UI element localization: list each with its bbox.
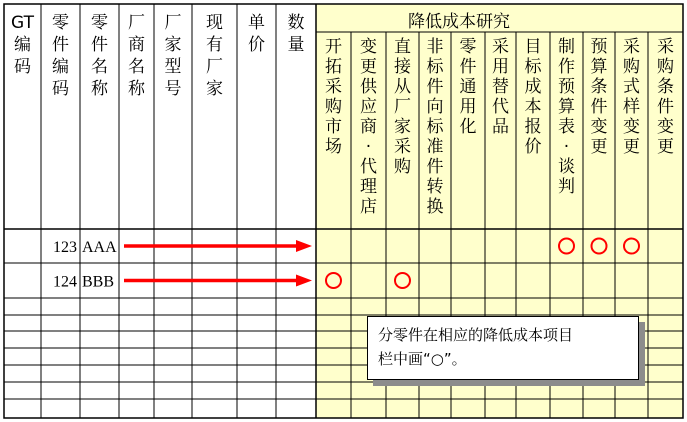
header-char: 采 — [657, 37, 674, 57]
header-char: 样 — [623, 97, 640, 117]
header-char: 直 — [394, 37, 411, 57]
header-char: 型 — [164, 57, 182, 77]
header-char: 采 — [394, 137, 411, 157]
header-char: 作 — [558, 57, 575, 77]
header-char: 制 — [558, 37, 575, 57]
header-char: 购 — [394, 157, 411, 177]
header-char: 件 — [590, 97, 608, 117]
header-cost-4 — [427, 37, 445, 217]
header-char: 名 — [91, 57, 108, 77]
header-price — [248, 13, 265, 55]
header-cost-8 — [558, 37, 575, 197]
header-char: 采 — [492, 37, 509, 57]
part-number: 123 — [53, 239, 77, 256]
part-name: BBB — [82, 273, 115, 291]
header-char: 更 — [623, 137, 640, 157]
header-cost-6 — [492, 37, 509, 137]
header-char: 价 — [248, 35, 265, 55]
header-char: 件 — [426, 77, 444, 97]
header-char: 准 — [426, 137, 444, 157]
header-current-maker — [206, 13, 223, 99]
header-char: 替 — [492, 77, 509, 97]
header-char: 家 — [164, 35, 182, 55]
header-char: 量 — [287, 35, 305, 55]
header-cost-11 — [657, 37, 674, 157]
header-char: 标 — [426, 57, 444, 77]
header-char: 家 — [206, 79, 223, 99]
header-char: 名 — [128, 57, 145, 77]
header-char: 条 — [657, 77, 674, 97]
header-char: 标 — [426, 117, 444, 137]
header-cost-9 — [591, 37, 608, 157]
row-arrow-head — [296, 240, 312, 252]
header-char: 标 — [524, 57, 542, 77]
header-char: 换 — [426, 197, 444, 217]
header-char: 本 — [524, 97, 542, 117]
header-char: 品 — [492, 117, 509, 137]
header-maker-model — [165, 13, 182, 99]
header-char: 算 — [558, 97, 575, 117]
header-char: 编 — [14, 35, 31, 55]
header-char: 单 — [248, 13, 265, 33]
header-char: 商 — [128, 35, 145, 55]
header-char: 应 — [360, 97, 377, 117]
header-char: · — [563, 137, 570, 157]
header-char: 变 — [360, 37, 377, 57]
header-char: 称 — [91, 79, 108, 99]
header-part-name — [91, 13, 109, 99]
header-gt — [11, 13, 35, 77]
header-char: 件 — [459, 57, 477, 77]
header-char: 件 — [52, 35, 69, 55]
header-char: 市 — [325, 117, 342, 137]
header-char: 件 — [657, 97, 674, 117]
header-char: 式 — [623, 77, 640, 97]
header-char: 变 — [657, 117, 674, 137]
header-cost-3 — [394, 37, 411, 177]
header-char: 接 — [394, 57, 411, 77]
header-char: 预 — [590, 37, 608, 57]
header-char: 通 — [459, 77, 477, 97]
header-char: 开 — [325, 37, 342, 57]
header-char: 更 — [590, 137, 608, 157]
header-char: 非 — [426, 37, 444, 57]
header-char: 化 — [459, 117, 477, 137]
header-char: 件 — [426, 157, 444, 177]
header-char: 谈 — [558, 157, 575, 177]
header-char: 价 — [524, 137, 542, 157]
header-char: 零 — [91, 13, 108, 33]
header-char: 数 — [287, 13, 305, 33]
header-char: 代 — [492, 97, 509, 117]
header-cost-7 — [525, 37, 543, 157]
header-char: 判 — [558, 177, 575, 197]
row-arrow-head — [296, 275, 312, 287]
part-name: AAA — [82, 239, 117, 256]
header-cost-10 — [623, 37, 640, 157]
header-char: 成 — [524, 77, 542, 97]
header-char: 更 — [360, 57, 377, 77]
header-char: 厂 — [394, 97, 411, 117]
header-cost-2 — [360, 37, 378, 217]
header-char: 报 — [524, 117, 542, 137]
header-char: GT — [11, 13, 34, 33]
header-char: 条 — [590, 77, 608, 97]
header-char: 向 — [426, 97, 444, 117]
header-char: 用 — [459, 97, 477, 117]
callout-line-1: 分零件在相应的降低成本项目 — [378, 326, 574, 344]
header-char: 购 — [623, 57, 640, 77]
header-char: 购 — [325, 97, 342, 117]
header-char: 码 — [14, 57, 31, 77]
header-char: 代 — [360, 157, 377, 177]
header-char: 预 — [558, 77, 575, 97]
header-char: 购 — [657, 57, 674, 77]
header-char: 变 — [590, 117, 608, 137]
header-char: 更 — [657, 137, 674, 157]
header-char: 拓 — [325, 57, 342, 77]
header-char: 称 — [128, 79, 145, 99]
header-maker — [128, 13, 146, 99]
header-char: 转 — [426, 177, 444, 197]
instruction-callout — [367, 316, 639, 380]
header-char: 采 — [325, 77, 342, 97]
header-char: 零 — [459, 37, 477, 57]
header-char: 号 — [164, 79, 182, 99]
header-char: 用 — [492, 57, 509, 77]
header-char: 零 — [52, 13, 69, 33]
header-char: 目 — [524, 37, 542, 57]
header-char: 厂 — [128, 13, 145, 33]
header-char: 变 — [623, 117, 640, 137]
header-char: 供 — [360, 77, 377, 97]
header-char: 件 — [91, 35, 108, 55]
header-char: 采 — [623, 37, 640, 57]
header-char: 场 — [325, 137, 342, 157]
header-char: 编 — [52, 57, 69, 77]
header-char: 厂 — [206, 57, 223, 77]
header-cost-5 — [460, 37, 477, 137]
header-qty — [288, 13, 305, 55]
cost-study-title: 降低成本研究 — [408, 12, 510, 32]
header-char: 店 — [360, 197, 377, 217]
header-char: · — [365, 137, 372, 157]
header-char: 家 — [394, 117, 411, 137]
callout-line-2: 栏中画“○”。 — [378, 350, 467, 368]
header-char: 有 — [206, 35, 223, 55]
header-char: 厂 — [164, 13, 182, 33]
header-char: 码 — [52, 79, 69, 99]
part-number: 124 — [53, 273, 77, 291]
header-char: 表 — [558, 117, 575, 137]
header-char: 算 — [590, 57, 608, 77]
header-part-no — [52, 13, 69, 99]
header-char: 理 — [360, 177, 377, 197]
header-char: 从 — [394, 77, 411, 97]
header-cost-1 — [325, 37, 342, 157]
header-char: 商 — [360, 117, 377, 137]
header-char: 现 — [206, 13, 223, 33]
